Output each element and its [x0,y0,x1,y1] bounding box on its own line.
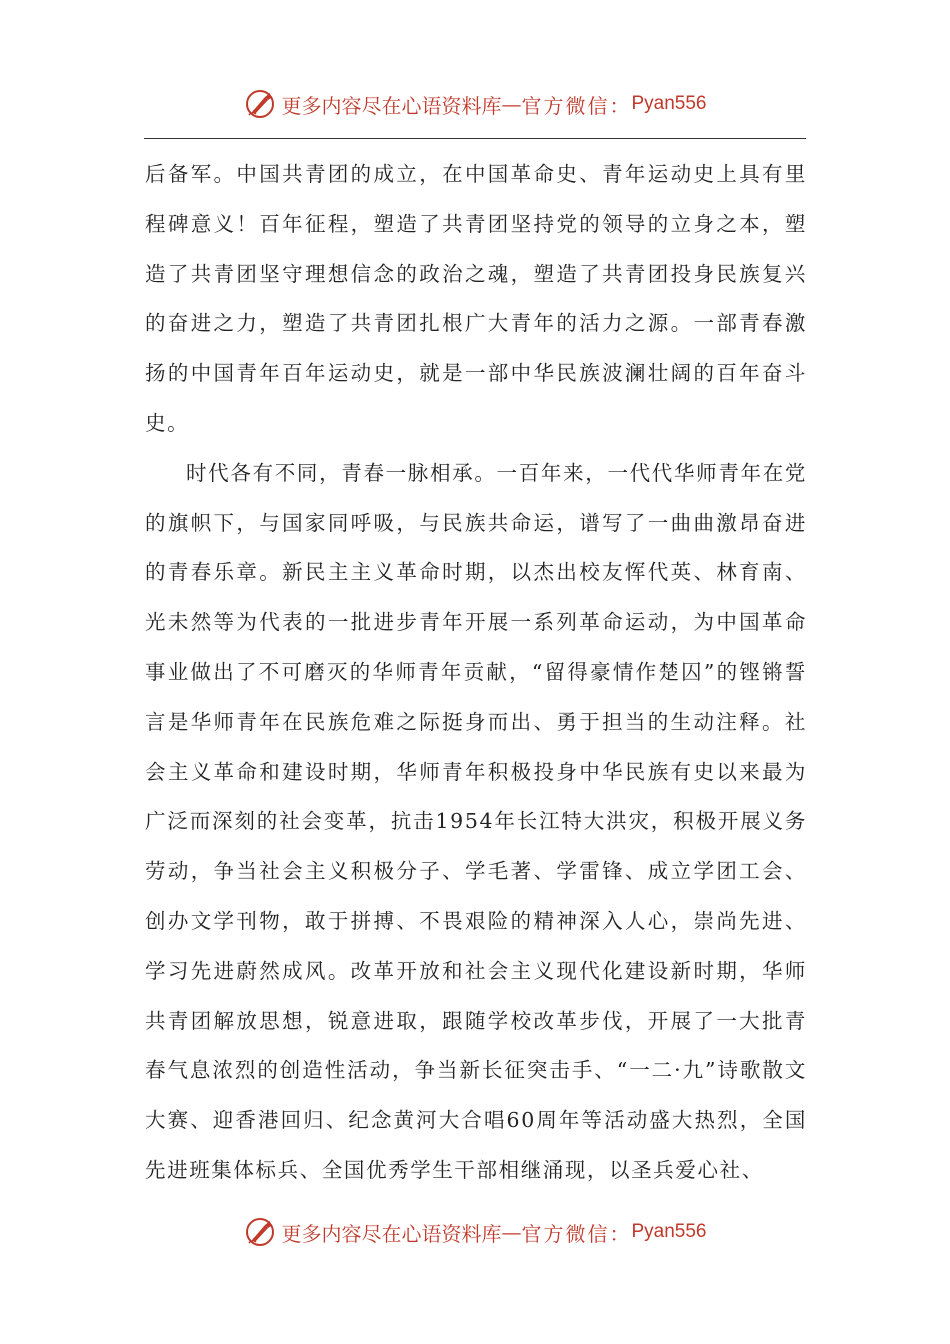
footer-banner-wx: 官方微信： [521,1221,632,1246]
footer-banner-main: 更多内容尽在心语资料库 [281,1221,502,1246]
header-banner-main: 更多内容尽在心语资料库 [281,93,502,118]
header-banner-handle: Pyan556 [631,93,707,114]
footer-banner-handle: Pyan556 [631,1221,707,1242]
page-footer [0,1210,950,1254]
footer-banner-dash: — [501,1220,522,1244]
header-banner [243,87,706,121]
pen-nib-logo-icon [243,87,277,121]
document-body [145,150,807,1196]
paragraph-1: 后备军。中国共青团的成立，在中国革命史、青年运动史上具有里程碑意义！百年征程，塑造了共青团坚持党的领导的立身之本，塑造了共青团坚守理想信念的政治之魂，塑造了共青团投身民族复兴的奋进之力，塑造了共青团扎根广大青年的活力之源。一部青春激扬的中国青年百年运动史，就是一部中华民族波澜壮阔的百年奋斗史。 [145,162,807,435]
paragraph-2: 时代各有不同，青春一脉相承。一百年来，一代代华师青年在党的旗帜下，与国家同呼吸，与民族共命运，谱写了一曲曲激昂奋进的青春乐章。新民主主义革命时期，以杰出校友恽代英、林育南、光未然等为代表的一批进步青年开展一系列革命运动，为中国革命事业做出了不可磨灭的华师青年贡献，“留得豪情作楚囚”的铿锵誓言是华师青年在民族危难之际挺身而出、勇于担当的生动注释。社会主义革命和建设时期，华师青年积极投身中华民族有史以来最为广泛而深刻的社会变革，抗击1954年长江特大洪灾，积极开展义务劳动，争当社会主义积极分子、学毛著、学雷锋、成立学团工会、创办文学刊物，敢于拼搏、不畏艰险的精神深入人心，崇尚先进、学习先进蔚然成风。改革开放和社会主义现代化建设新时期，华师共青团解放思想，锐意进取，跟随学校改革步伐，开展了一大批青春气息浓烈的创造性活动，争当新长征突击手、“一二·九”诗歌散文大赛、迎香港回归、纪念黄河大合唱60周年等活动盛大热烈，全国先进班集体标兵、全国优秀学生干部相继涌现，以圣兵爱心社、 [145,460,807,1182]
pen-nib-logo-icon [243,1215,277,1249]
page-header [0,82,950,126]
header-rule [144,138,806,139]
header-banner-dash: — [501,92,522,116]
footer-banner [243,1215,706,1249]
header-banner-wx: 官方微信： [521,93,632,118]
